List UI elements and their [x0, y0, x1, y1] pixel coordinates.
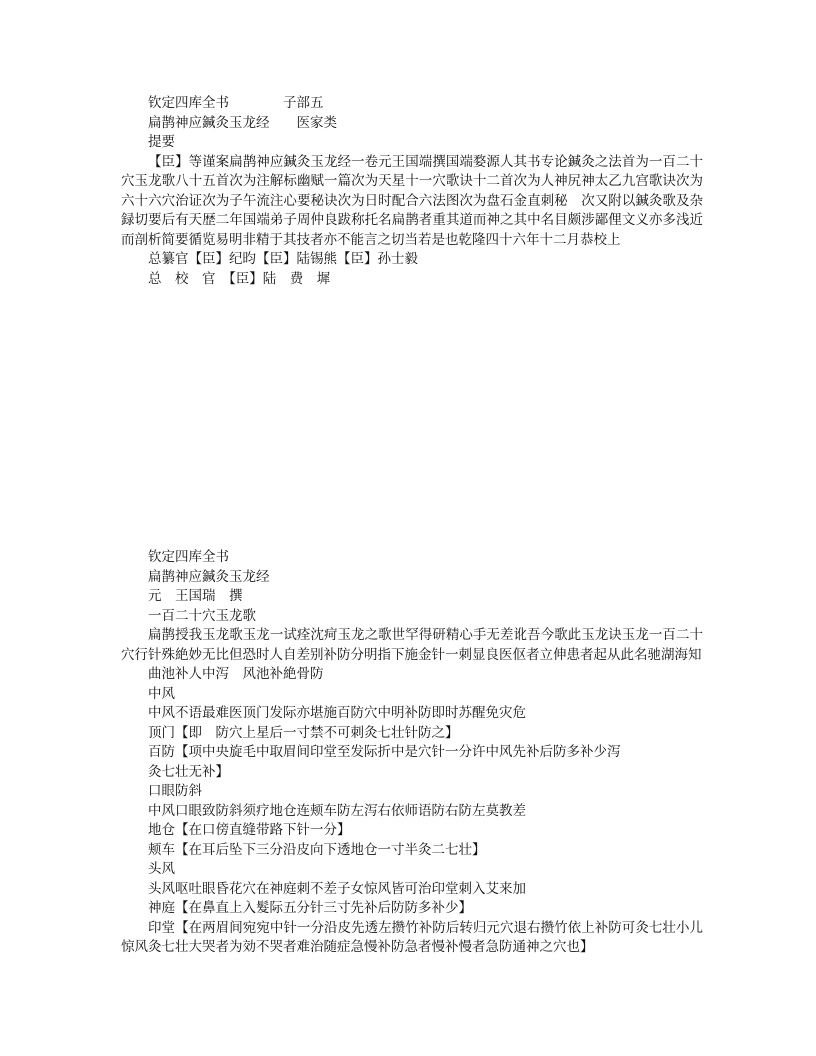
catalog-section — [121, 94, 703, 289]
text-line: 颊车【在耳后坠下三分沿皮向下透地仓一寸半灸二七壮】 — [148, 841, 486, 858]
text-line: 地仓【在口傍直缝带路下针一分】 — [148, 822, 351, 838]
text-line: 神庭【在鼻直上入髮际五分针三寸先补后防防多补少】 — [148, 900, 472, 916]
song-title: 一百二十穴玉龙歌 — [148, 607, 256, 624]
text-line: 头风呕吐眼昏花穴在神庭刺不差子女惊风皆可治印堂刺入艾来加 — [148, 880, 526, 897]
tiyao-heading: 提要 — [148, 134, 175, 150]
text-line: 百防【项中央旋毛中取眉间印堂至发际折中是穴针一分许中风先补后防多补少泻 — [148, 744, 621, 760]
book-title: 扁鹊神应鍼灸玉龙经 — [148, 114, 270, 131]
text-line: 顶门【即 防穴上星后一寸禁不可刺灸七壮针防之】 — [148, 724, 459, 741]
abstract-paragraph: 【臣】等谨案扁鹊神应鍼灸玉龙经一卷元王国端撰国端婺源人其书专论鍼灸之法首为一百二十穴玉龙歌八十五首次为注解标幽赋一篇次为天星十一穴歌诀十二首次为人神尻神太乙九宫歌诀次为六十六穴治证次为子午流注心要秘诀次为日时配合六法图次为盘石金直刺秘 次又附以鍼灸歌及杂録切要后有天歴二年国端弟子周仲良跋称托名扁鹊者重其道而神之其中名目颇涉鄙俚文义亦多浅近而剖析简要循览易明非精于其技者亦不能言之切当若是也乾隆四十六年十二月恭校上 — [121, 153, 703, 248]
text-line: 曲池补人中泻 风池补絶骨防 — [148, 666, 324, 682]
text-line: 中风不语最难医顶门发际亦堪施百防穴中明补防即时苏醒免灾危 — [148, 705, 526, 721]
collection-title: 钦定四库全书 — [148, 549, 229, 565]
category-label: 医家类 — [296, 114, 337, 131]
intro-paragraph: 扁鹊授我玉龙歌玉龙一试痊沈疴玉龙之歌世罕得研精心手无差讹吾今歌此玉龙诀玉龙一百二十穴行针殊絶妙无比但恐时人自差别补防分明指下施金针一刺显良医伛者立伸患者起从此名驰湖海知 — [121, 627, 703, 663]
text-section — [121, 548, 703, 958]
text-line: 中风口眼致防斜须疗地仓连颊车防左泻右依师语防右防左莫教差 — [148, 802, 526, 819]
last-paragraph: 印堂【在两眉间宛宛中针一分沿皮先透左攒竹补防后转归元穴退右攒竹依上补防可灸七壮小儿惊风灸七壮大哭者为効不哭者难治随症急慢补防急者慢补慢者急防通神之穴也】 — [121, 919, 703, 955]
collection-title: 钦定四库全书 — [148, 95, 229, 111]
author-line: 元 王国瑞 撰 — [148, 588, 243, 604]
title-line — [121, 114, 703, 134]
proofreader-line: 总 校 官 【臣】陆 费 墀 — [148, 270, 331, 287]
header-line — [121, 94, 703, 114]
section-label: 子部五 — [283, 95, 324, 111]
text-line: 灸七壮无补】 — [148, 763, 229, 780]
text-line: 口眼防斜 — [148, 783, 202, 799]
text-line: 头风 — [148, 861, 175, 877]
compilers-line: 总纂官【臣】纪昀【臣】陆锡熊【臣】孙士毅 — [148, 251, 418, 267]
book-title: 扁鹊神应鍼灸玉龙经 — [148, 568, 270, 585]
text-line: 中风 — [148, 685, 175, 702]
